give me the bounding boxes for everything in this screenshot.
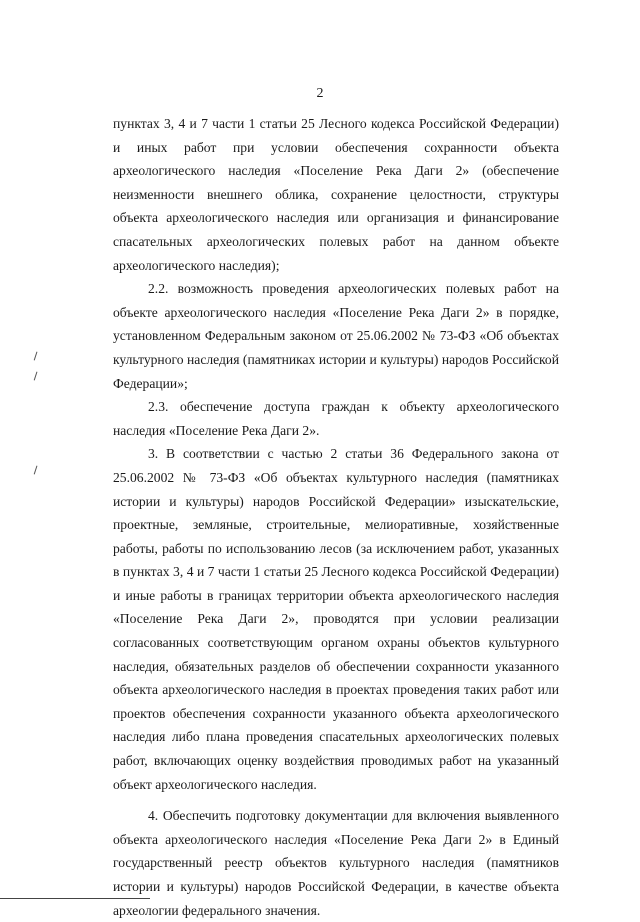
paragraph-3: 3. В соответствии с частью 2 статьи 36 Федерального закона от 25.06.2002 № 73-ФЗ «Об объектах культурного наследия (памятниках истории и культуры) народов Российской Федерации» изыскательские, проектные, земляные, строительные, мелиоративные, хозяйственные работы, работы по использованию лесов (за исключением работ, указанных в пунктах 3, 4 и 7 части 1 статьи 25 Лесного кодекса Российской Федерации) и иные работы в границах территории объекта археологического наследия «Поселение Река Даги 2», проводятся при условии реализации согласованных соответствующим органом охраны объектов культурного наследия, обязательных разделов об обеспечении сохранности указанного объекта археологического наследия в проектах проведения таких работ или проектов обеспечения сохранности указанного объекта археологического наследия либо плана проведения спасательных археологических полевых работ, включающих оценку воздействия проводимых работ на указанный объект археологического наследия. (113, 446, 559, 792)
margin-mark (34, 466, 41, 476)
footer-rule (0, 898, 150, 899)
paragraph-2-2: 2.2. возможность проведения археологических полевых работ на объекте археологического наследия «Поселение Река Даги 2» в порядке, установленном Федеральным законом от 25.06.2002 № 73-ФЗ «Об объектах культурного наследия (памятниках истории и культуры) народов Российской Федерации»; (113, 281, 559, 391)
page-number: 2 (316, 86, 324, 101)
margin-mark (34, 352, 41, 362)
document-body (113, 112, 559, 922)
paragraph-2-3: 2.3. обеспечение доступа граждан к объекту археологического наследия «Поселение Река Даги 2». (113, 399, 559, 438)
margin-mark (34, 372, 41, 382)
paragraph-4: 4. Обеспечить подготовку документации для включения выявленного объекта археологического наследия «Поселение Река Даги 2» в Единый государственный реестр объектов культурного наследия (памятников истории и культуры) народов Российской Федерации, в качестве объекта археологии федерального значения. (113, 808, 559, 918)
paragraph-continuation: пунктах 3, 4 и 7 части 1 статьи 25 Лесного кодекса Российской Федерации) и иных работ при условии обеспечения сохранности объекта археологического наследия «Поселение Река Даги 2» (обеспечение неизменности внешнего облика, сохранение целостности, структуры объекта археологического наследия или организация и финансирование спасательных археологических полевых работ на данном объекте археологического наследия); (113, 116, 559, 273)
